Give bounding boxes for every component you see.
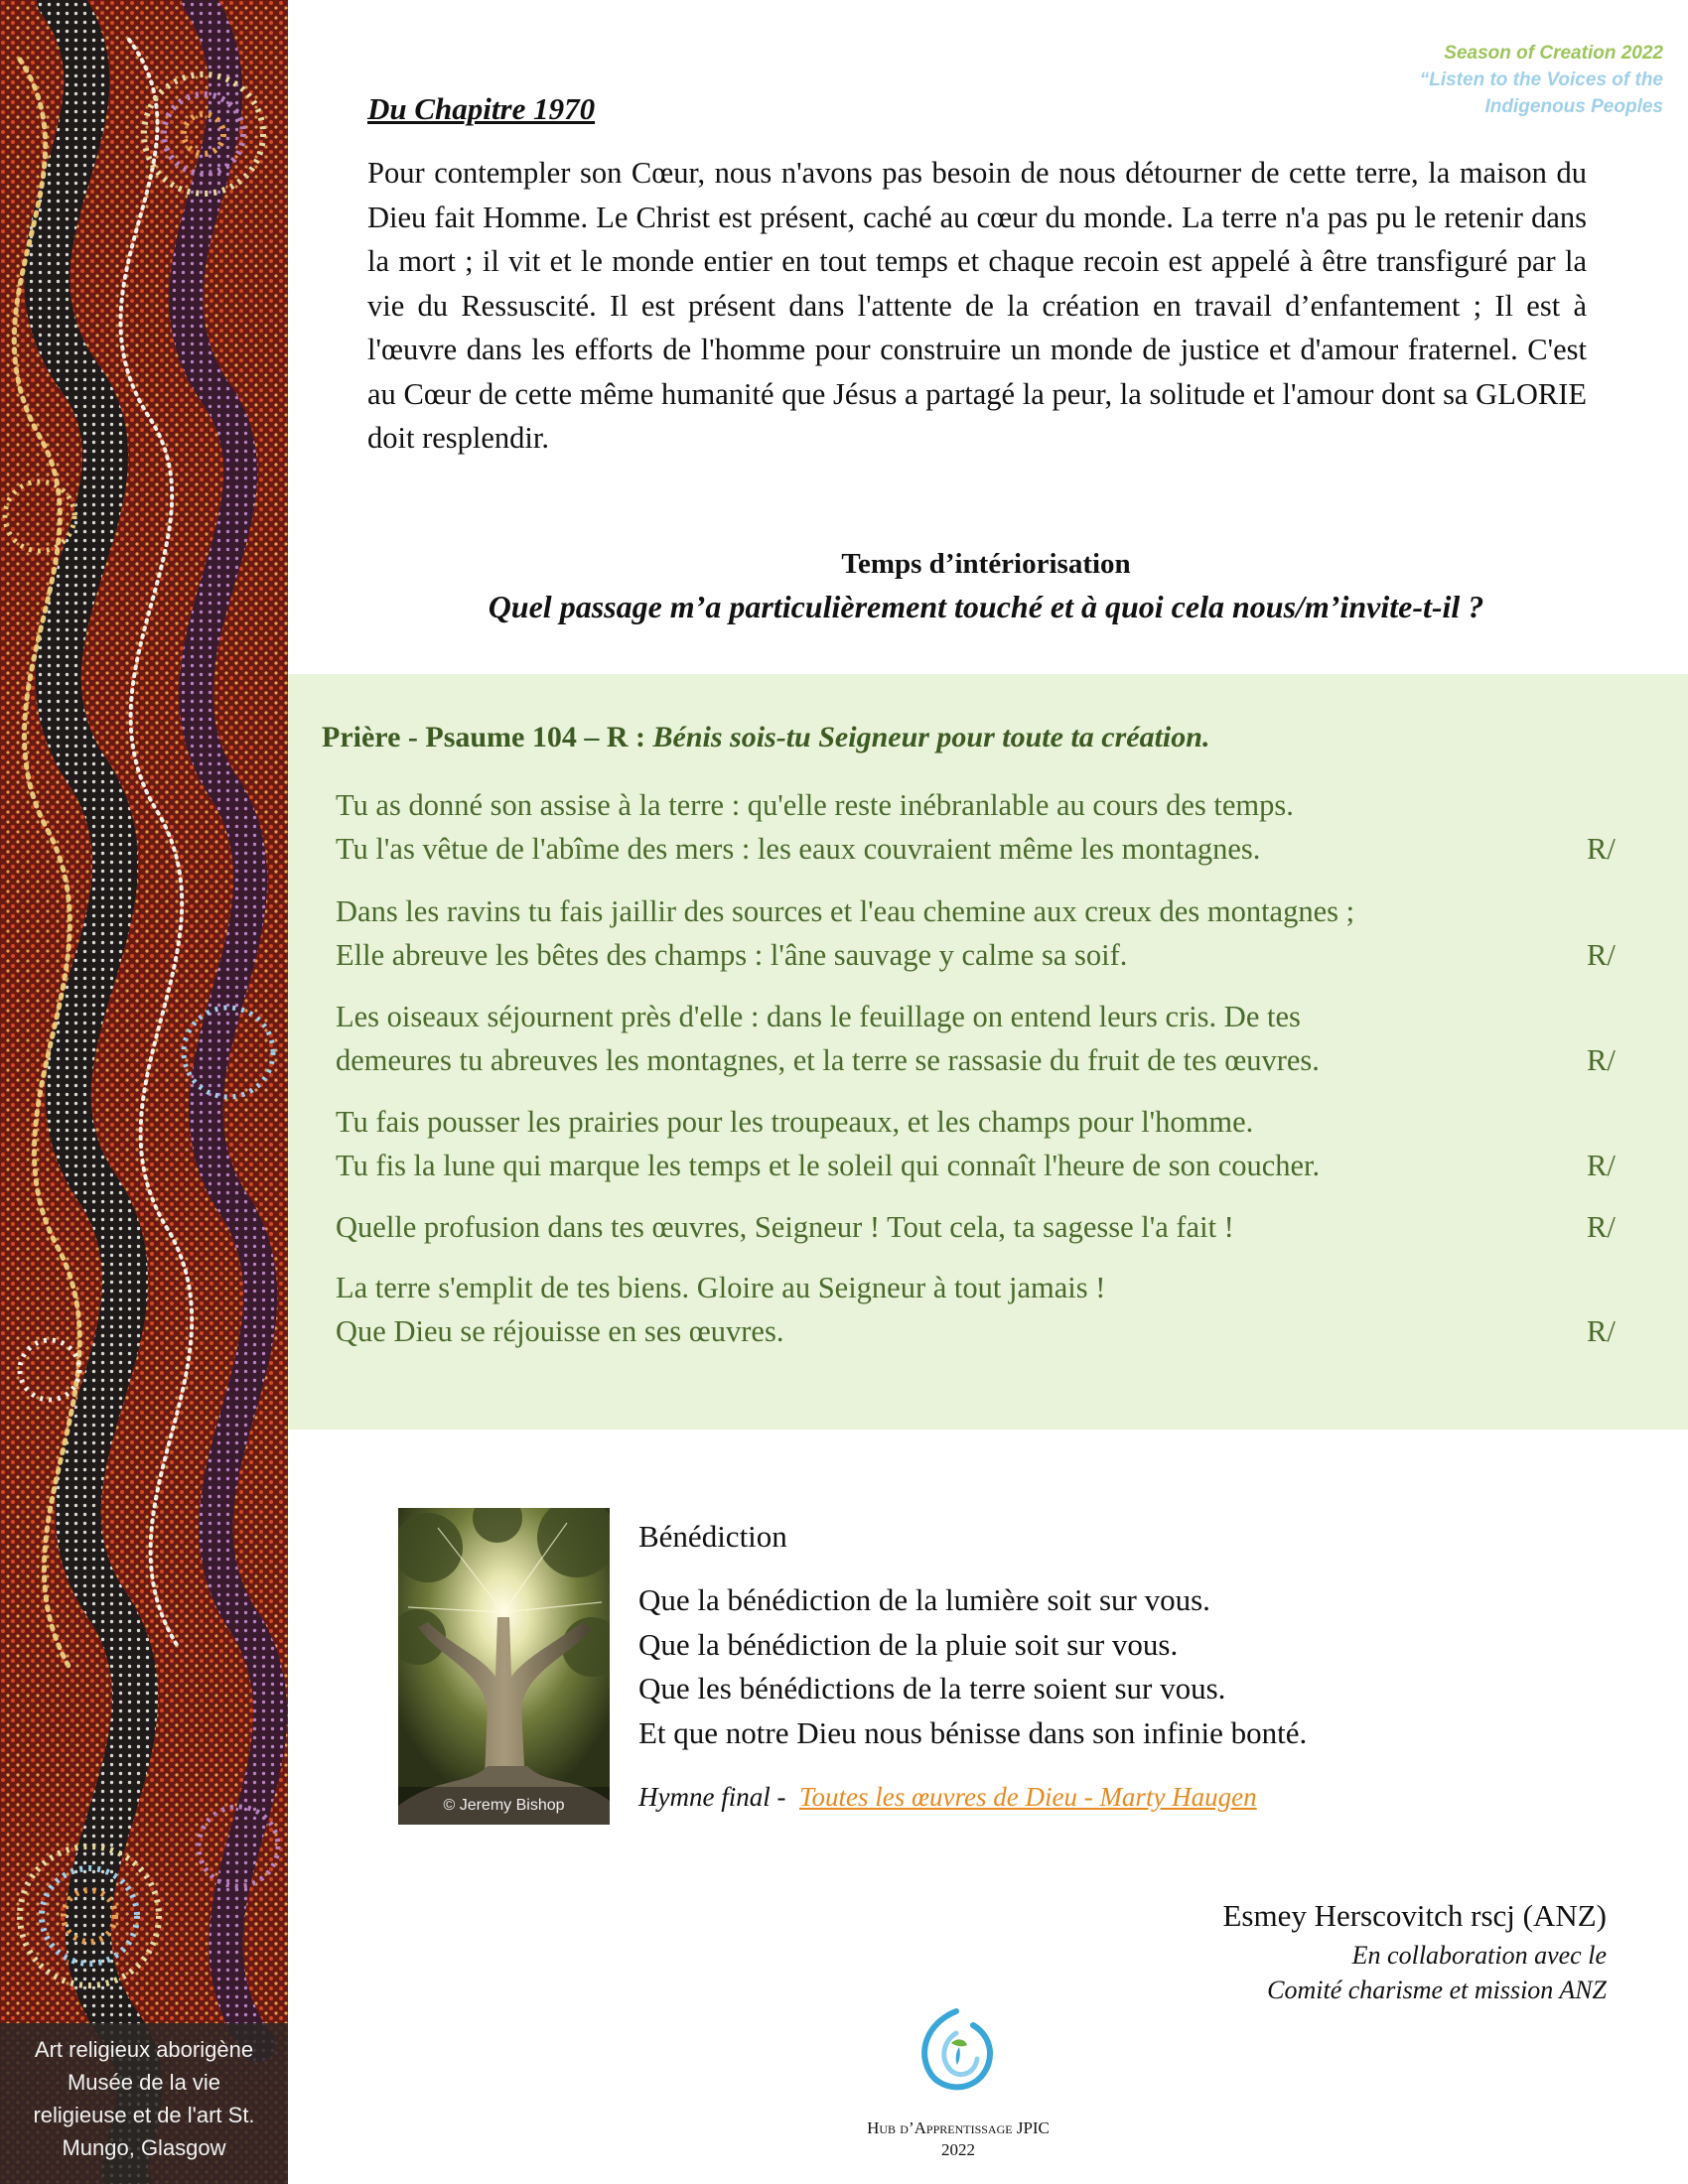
prayer-heading	[322, 721, 1209, 754]
blessing-text	[638, 1578, 1307, 1755]
verse-line	[336, 1205, 1666, 1249]
hymn-label: Hymne final -	[638, 1782, 786, 1812]
response-marker: R/	[1587, 1314, 1616, 1348]
art-caption-line: religieuse et de l'art St.	[33, 2103, 255, 2127]
chapter-title: Du Chapitre 1970	[367, 91, 596, 126]
season-line-1: Season of Creation 2022	[1444, 43, 1663, 64]
jpic-logo-icon	[912, 2003, 1001, 2098]
verse-line-text: demeures tu abreuves les montagnes, et la terre se rassasie du fruit de tes œuvres.	[336, 1043, 1320, 1077]
psalm-verse	[336, 995, 1666, 1082]
verse-line: Dans les ravins tu fais jaillir des sources et l'eau chemine aux creux des montagnes ;	[336, 894, 1355, 928]
hub-footer	[794, 2117, 1122, 2161]
chapter-quote: Pour contempler son Cœur, nous n'avons pas besoin de nous détourner de cette terre, la maison du Dieu fait Homme. Le Christ est présent, caché au cœur du monde. La terre n'a pas pu le retenir dans la mort ; il vit et le monde entier en tout temps et chaque recoin est appelé à être transfiguré par la vie du Ressuscité. Il est présent dans l'attente de la création en travail d’enfantement ; Il est à l'œuvre dans les efforts de l'homme pour construire un monde de justice et d'amour fraternel. C'est au Cœur de cette même humanité que Jésus a partagé la peur, la solitude et l'amour dont sa GLORIE doit resplendir.	[367, 156, 1587, 455]
season-line-2: “Listen to the Voices of the	[1419, 69, 1663, 90]
hub-year: 2022	[941, 2140, 975, 2159]
verse-line-text: Quelle profusion dans tes œuvres, Seigneur ! Tout cela, ta sagesse l'a fait !	[336, 1210, 1234, 1244]
art-caption-line: Musée de la vie	[67, 2070, 221, 2095]
verse-line	[336, 1038, 1666, 1082]
collab-line-2: Comité charisme et mission ANZ	[1267, 1976, 1607, 2004]
verse-line: Tu as donné son assise à la terre : qu'elle reste inébranlable au cours des temps.	[336, 788, 1294, 822]
art-caption-line: Art religieux aborigène	[34, 2037, 254, 2062]
art-caption-line: Mungo, Glasgow	[62, 2135, 226, 2160]
psalm-verse	[336, 1266, 1666, 1353]
response-marker: R/	[1587, 832, 1616, 866]
response-marker: R/	[1587, 1043, 1616, 1077]
collaboration-note	[1267, 1938, 1607, 2007]
response-marker: R/	[1587, 1149, 1616, 1182]
psalm-verse	[336, 1205, 1666, 1249]
final-hymn	[638, 1782, 1257, 1813]
prayer-response: Bénis sois-tu Seigneur pour toute ta création.	[652, 721, 1210, 753]
aboriginal-art-image	[0, 0, 288, 2184]
season-line-3: Indigenous Peoples	[1484, 96, 1663, 117]
blessing-line: Que la bénédiction de la lumière soit sur vous.	[638, 1582, 1210, 1617]
verse-line: Tu fais pousser les prairies pour les troupeaux, et les champs pour l'homme.	[336, 1105, 1254, 1139]
response-marker: R/	[1587, 938, 1616, 972]
verse-line: La terre s'emplit de tes biens. Gloire au Seigneur à tout jamais !	[336, 1271, 1106, 1304]
verse-line-text: Que Dieu se réjouisse en ses œuvres.	[336, 1314, 784, 1348]
psalm-verse	[336, 783, 1666, 871]
reflection-question: Quel passage m’a particulièrement touché et à quoi cela nous/m’invite-t-il ?	[488, 589, 1484, 624]
photo-credit: © Jeremy Bishop	[398, 1787, 610, 1825]
psalm-verse	[336, 1100, 1666, 1187]
hub-name: Hub d’Apprentissage JPIC	[867, 2118, 1050, 2137]
prayer-section	[288, 674, 1688, 1430]
verse-line	[336, 827, 1666, 871]
season-of-creation-note	[1420, 40, 1663, 120]
prayer-heading-label: Prière - Psaume 104 – R :	[322, 721, 646, 753]
collab-line-1: En collaboration avec le	[1351, 1941, 1607, 1970]
verse-line-text: Tu fis la lune qui marque les temps et le soleil qui connaît l'heure de son coucher.	[336, 1149, 1321, 1182]
blessing-title: Bénédiction	[638, 1519, 787, 1554]
verse-line	[336, 933, 1666, 977]
verse-line-text: Elle abreuve les bêtes des champs : l'âne sauvage y calme sa soif.	[336, 938, 1128, 972]
blessing-line: Que les bénédictions de la terre soient sur vous.	[638, 1671, 1226, 1706]
blessing-line: Que la bénédiction de la pluie soit sur vous.	[638, 1626, 1179, 1662]
reflection-title: Temps d’intériorisation	[841, 548, 1131, 580]
verse-line	[336, 1144, 1666, 1187]
verse-line: Les oiseaux séjournent près d'elle : dans le feuillage on entend leurs cris. De tes	[336, 1000, 1301, 1033]
verse-line	[336, 1309, 1666, 1353]
response-marker: R/	[1587, 1210, 1616, 1244]
hymn-link[interactable]: Toutes les œuvres de Dieu - Marty Haugen	[798, 1782, 1257, 1812]
verse-line-text: Tu l'as vêtue de l'abîme des mers : les eaux couvraient même les montagnes.	[336, 832, 1261, 866]
author-name: Esmey Herscovitch rscj (ANZ)	[1222, 1898, 1607, 1933]
psalm-verse	[336, 889, 1666, 977]
art-caption	[0, 2023, 288, 2184]
tree-photo	[398, 1508, 610, 1825]
blessing-line: Et que notre Dieu nous bénisse dans son infinie bonté.	[638, 1714, 1308, 1750]
